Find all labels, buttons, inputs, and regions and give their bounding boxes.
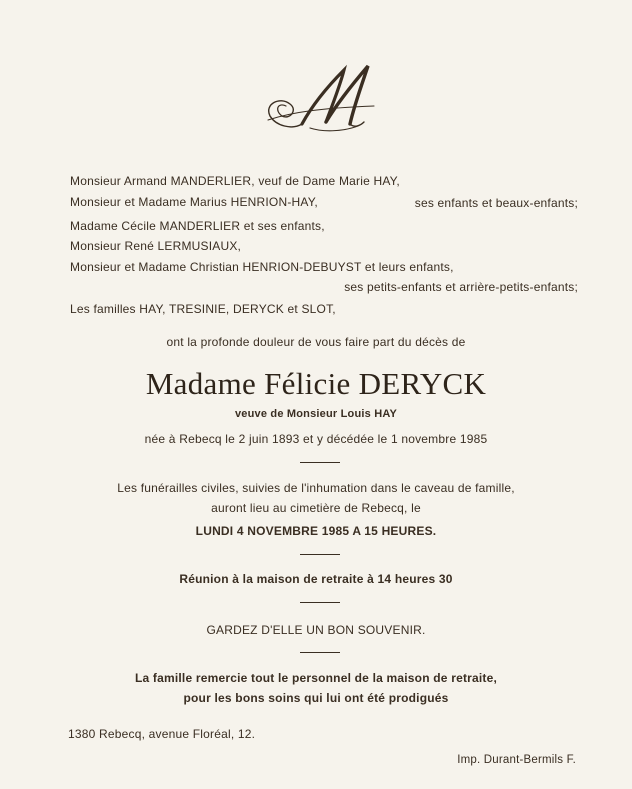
printer-credit: Imp. Durant-Bermils F. bbox=[457, 754, 576, 766]
relative-line-3: Madame Cécile MANDERLIER et ses enfants, bbox=[70, 219, 325, 233]
relative-line-7: Les familles HAY, TRESINIE, DERYCK et SLOT, bbox=[70, 302, 336, 316]
monogram-letter: M bbox=[262, 62, 263, 63]
separator-rule bbox=[300, 462, 340, 463]
funeral-datetime: LUNDI 4 NOVEMBRE 1985 A 15 HEURES. bbox=[195, 524, 437, 538]
deceased-name: Madame Félicie DERYCK bbox=[145, 366, 487, 401]
relative-line-2-role: ses enfants et beaux-enfants; bbox=[414, 196, 578, 210]
announcement-intro: ont la profonde douleur de vous faire part du décès de bbox=[166, 335, 466, 349]
thanks-line-1: La famille remercie tout le personnel de la maison de retraite, bbox=[134, 671, 498, 685]
funeral-line-1: Les funérailles civiles, suivies de l'inhumation dans le caveau de famille, bbox=[117, 481, 515, 495]
widow-of: veuve de Monsieur Louis HAY bbox=[234, 408, 398, 420]
relative-line-6-role: ses petits-enfants et arrière-petits-enfants; bbox=[344, 280, 578, 294]
relative-line-5: Monsieur et Madame Christian HENRION-DEBUYST et leurs enfants, bbox=[70, 260, 454, 274]
birth-death-dates: née à Rebecq le 2 juin 1893 et y décédée le 1 novembre 1985 bbox=[144, 432, 488, 446]
relative-line-1: Monsieur Armand MANDERLIER, veuf de Dame Marie HAY, bbox=[70, 174, 400, 188]
remembrance-message: GARDEZ D'ELLE UN BON SOUVENIR. bbox=[206, 623, 426, 637]
address: 1380 Rebecq, avenue Floréal, 12. bbox=[68, 727, 256, 741]
relative-line-2: Monsieur et Madame Marius HENRION-HAY, bbox=[70, 195, 318, 209]
separator-rule bbox=[300, 554, 340, 555]
separator-rule bbox=[300, 652, 340, 653]
funeral-line-2: auront lieu au cimetière de Rebecq, le bbox=[211, 501, 421, 515]
monogram-m-emblem bbox=[262, 62, 377, 142]
thanks-line-2: pour les bons soins qui lui ont été prodigués bbox=[183, 691, 449, 705]
relative-line-4: Monsieur René LERMUSIAUX, bbox=[70, 239, 242, 253]
meeting-info: Réunion à la maison de retraite à 14 heures 30 bbox=[179, 572, 453, 586]
separator-rule bbox=[300, 602, 340, 603]
